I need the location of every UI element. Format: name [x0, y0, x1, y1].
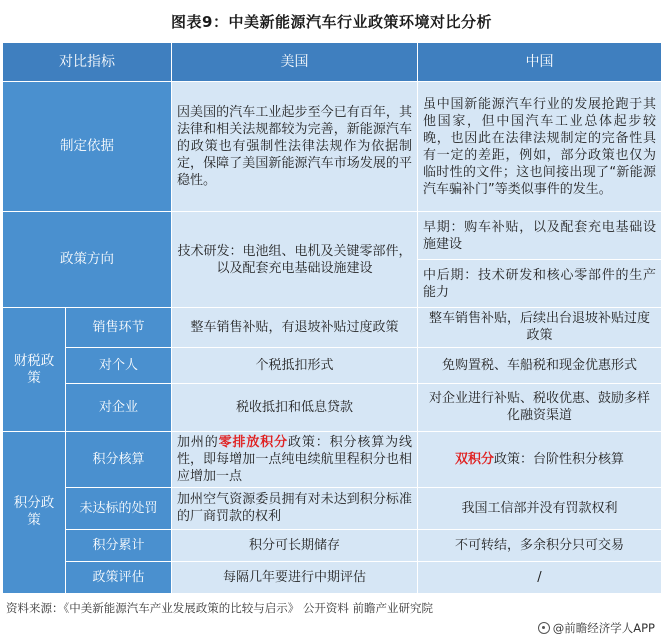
chart-title: 图表9：中美新能源汽车行业政策环境对比分析	[171, 12, 492, 31]
row-label-accumulate: 积分累计	[66, 529, 172, 561]
header-cn: 中国	[418, 43, 662, 82]
cell-enterprise-cn: 对企业进行补贴、税收优惠、鼓励多样化融资渠道	[418, 383, 662, 431]
cell-evaluate-us: 每隔几年要进行中期评估	[172, 561, 418, 593]
cell-accumulate-cn: 不可转结，多余积分只可交易	[418, 529, 662, 561]
row-label-evaluate: 政策评估	[66, 561, 172, 593]
accounting-us-prefix: 加州的	[177, 434, 219, 450]
row-label-personal: 对个人	[66, 347, 172, 383]
table-row	[3, 431, 662, 487]
cell-accumulate-us: 积分可长期储存	[172, 529, 418, 561]
cell-penalty-cn: 我国工信部并没有罚款权利	[418, 487, 662, 529]
cell-basis-cn: 虽中国新能源汽车行业的发展抢跑于其他国家，但中国汽车工业总体起步较晚，也因此在法律法规制定的完备性具有一定的差距，例如，部分政策也仅为临时性的文件；这也间接出现了“新能源汽车骗补门”等类似事件的发生。	[418, 82, 662, 212]
cell-personal-us: 个税抵扣形式	[172, 347, 418, 383]
cell-enterprise-us: 税收抵扣和低息贷款	[172, 383, 418, 431]
table-row	[3, 487, 662, 529]
table-row	[3, 347, 662, 383]
brand-text: @前瞻经济学人APP	[552, 621, 655, 635]
zero-emission-credit-highlight: 零排放积分	[218, 434, 288, 450]
comparison-table	[2, 42, 662, 594]
group-label-credit: 积分政策	[3, 431, 66, 593]
cell-direction-us: 技术研发：电池组、电机及关键零部件，以及配套充电基础设施建设	[172, 212, 418, 308]
cell-evaluate-cn: /	[418, 561, 662, 593]
table-row	[3, 308, 662, 347]
row-label-basis: 制定依据	[3, 82, 172, 212]
dual-credit-highlight: 双积分	[454, 451, 494, 467]
brand-logo-icon	[538, 622, 550, 634]
table-row	[3, 561, 662, 593]
row-label-penalty: 未达标的处罚	[66, 487, 172, 529]
row-label-direction: 政策方向	[3, 212, 172, 308]
cell-direction-cn-late: 中后期：技术研发和核心零部件的生产能力	[418, 260, 662, 308]
table-row	[3, 212, 662, 260]
table-row	[3, 529, 662, 561]
header-row	[3, 43, 662, 82]
cell-sales-us: 整车销售补贴，有退坡补贴过度政策	[172, 308, 418, 347]
group-label-fiscal: 财税政策	[3, 308, 66, 431]
row-label-enterprise: 对企业	[66, 383, 172, 431]
source-note: 资料来源：《中美新能源汽车产业发展政策的比较与启示》 公开资料 前瞻产业研究院	[6, 601, 434, 615]
cell-accounting-cn	[418, 431, 662, 487]
header-indicator: 对比指标	[3, 43, 172, 82]
brand-mark	[538, 620, 655, 636]
table-row	[3, 82, 662, 212]
header-us: 美国	[172, 43, 418, 82]
row-label-accounting: 积分核算	[66, 431, 172, 487]
cell-personal-cn: 免购置税、车船税和现金优惠形式	[418, 347, 662, 383]
table-row	[3, 383, 662, 431]
cell-penalty-us: 加州空气资源委员拥有对未达到积分标准的厂商罚款的权利	[172, 487, 418, 529]
cell-accounting-us	[172, 431, 418, 487]
cell-direction-cn-early: 早期：购车补贴，以及配套充电基础设施建设	[418, 212, 662, 260]
cell-sales-cn: 整车销售补贴，后续出台退坡补贴过度政策	[418, 308, 662, 347]
accounting-cn-suffix: 政策：台阶性积分核算	[494, 451, 625, 467]
accounting-us-suffix: 政策：积分核算为线性，即每增加一点纯电续航里程积分也相应增加一点	[177, 434, 412, 484]
cell-basis-us: 因美国的汽车工业起步至今已有百年，其法律和相关法规都较为完善，新能源汽车的政策也有强制性法律法规作为依据制定，保障了美国新能源汽车市场发展的平稳性。	[172, 82, 418, 212]
row-label-sales: 销售环节	[66, 308, 172, 347]
